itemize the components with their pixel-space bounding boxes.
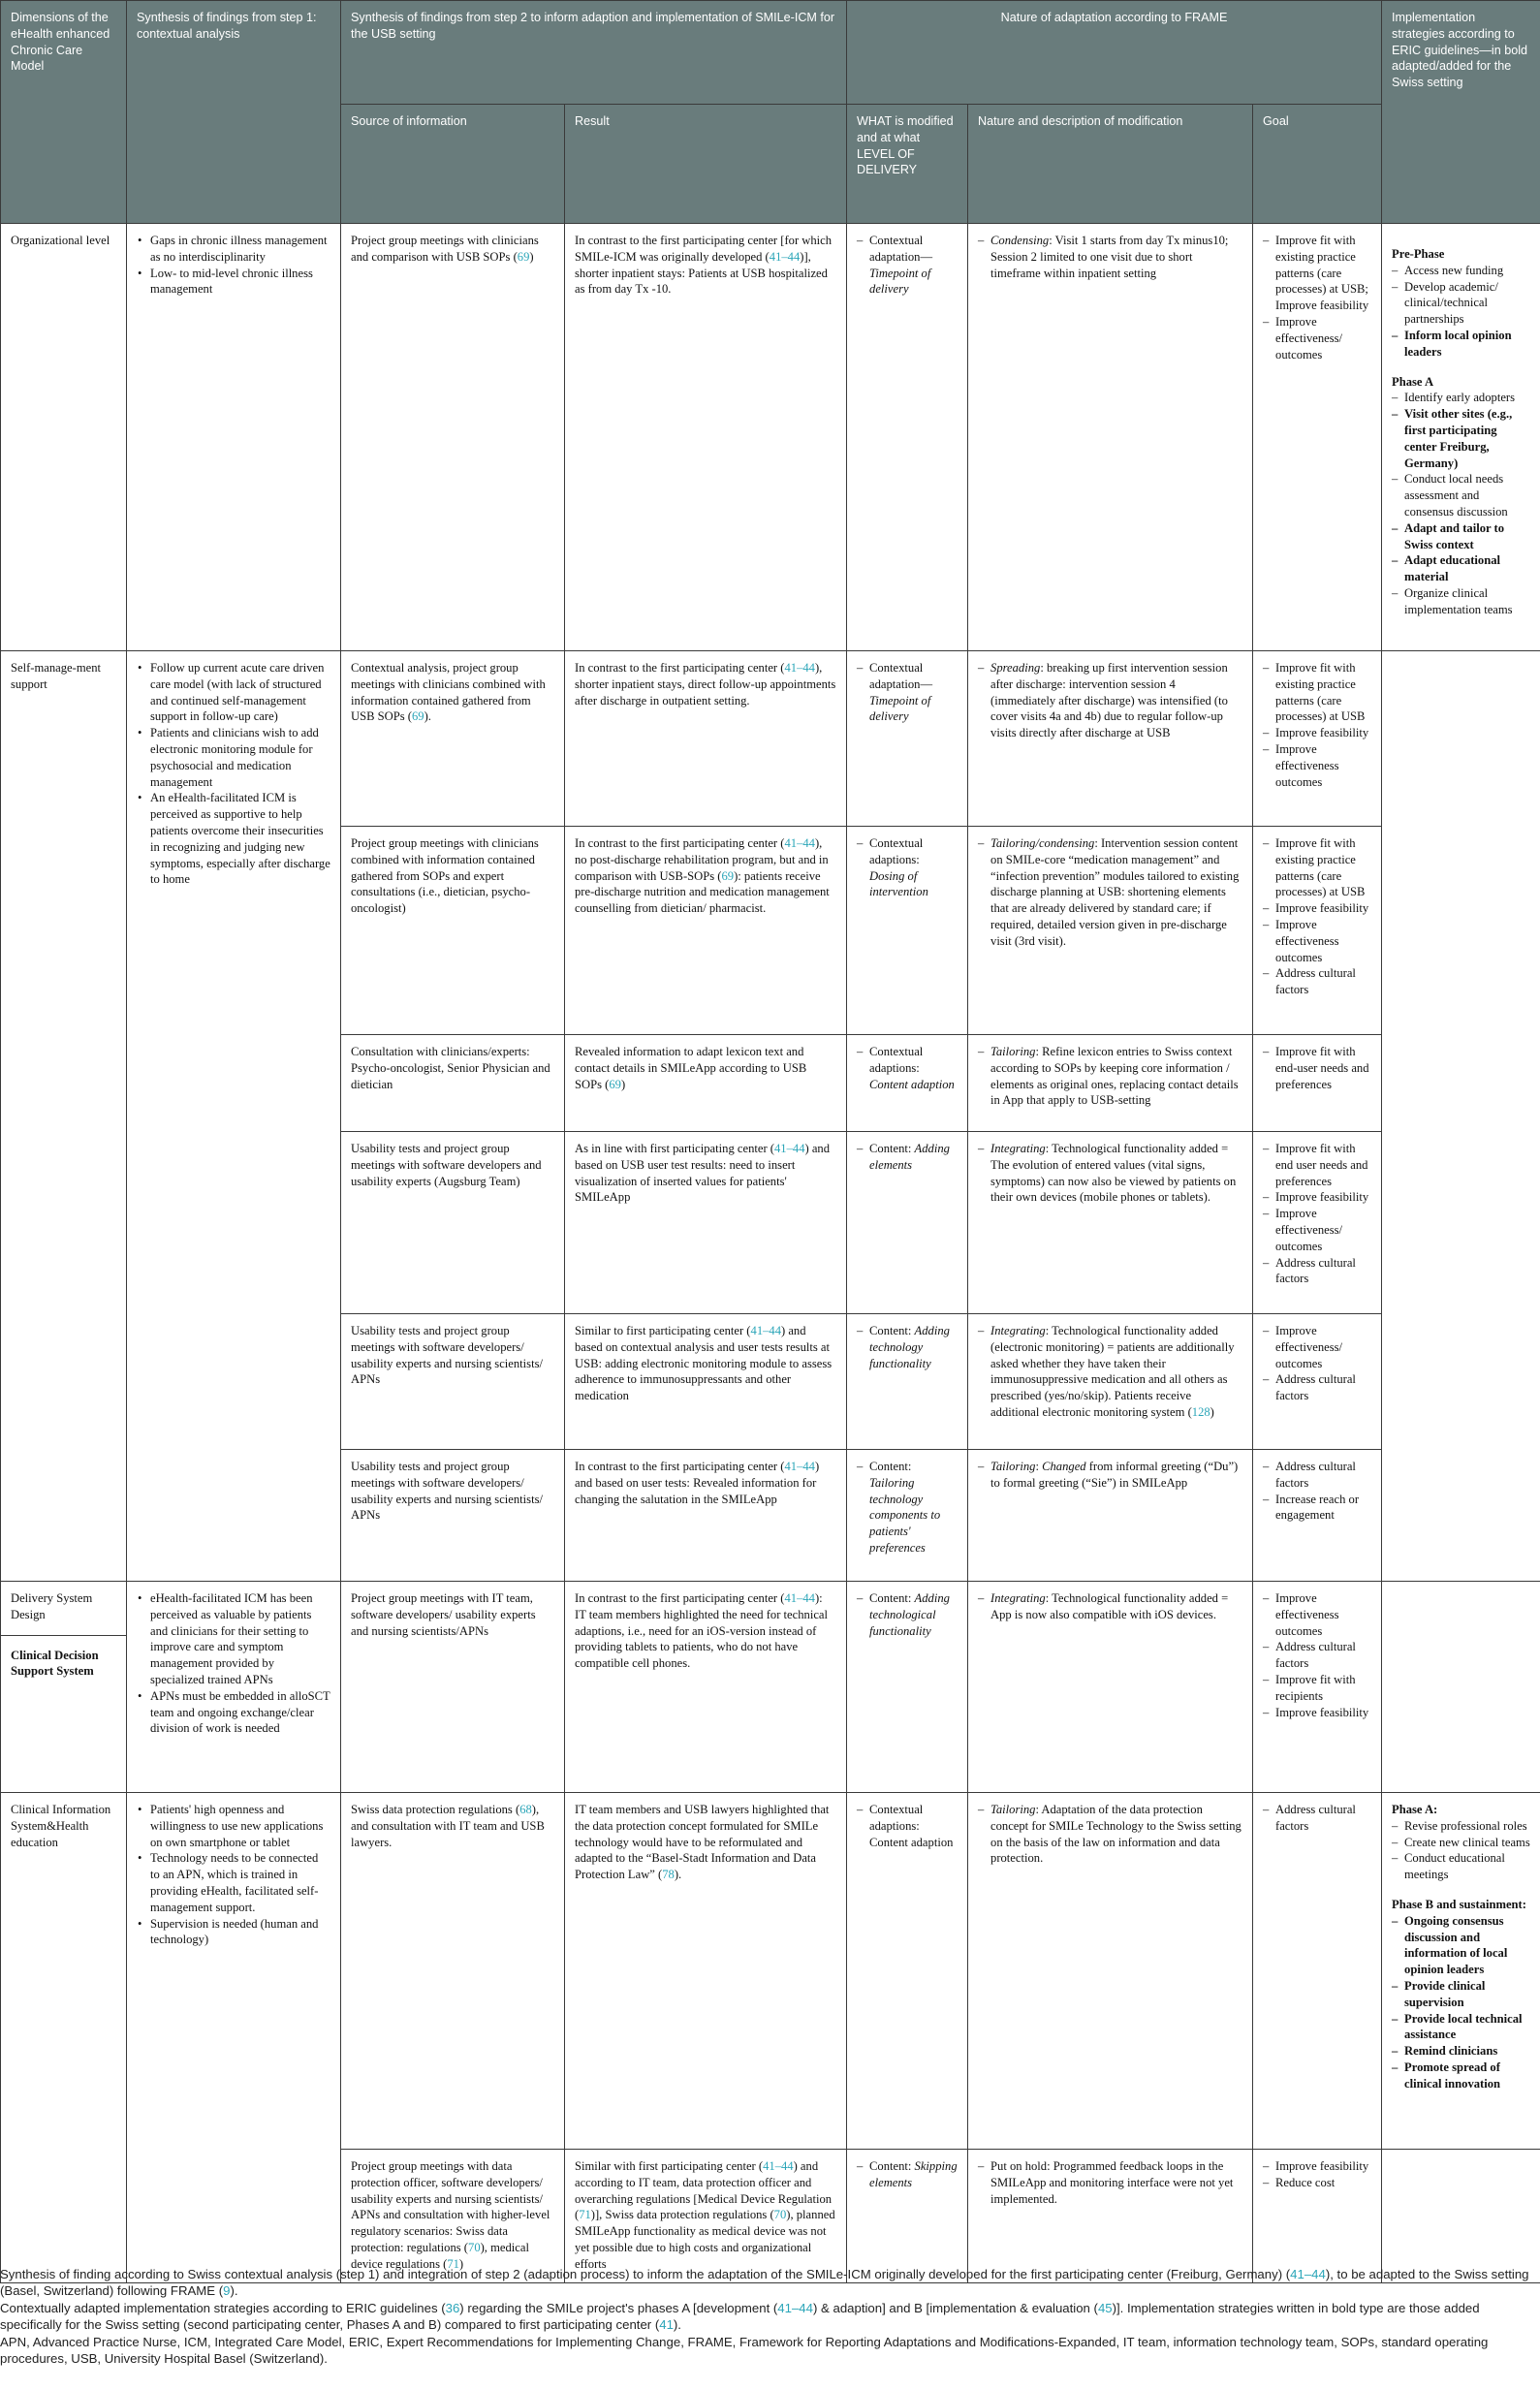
text: Dosing of intervention [869,868,928,899]
list-item: – Improve fit with end-user needs and preferences [1263,1044,1371,1092]
source-cell [341,2150,565,2283]
list-item: • Patients and clinicians wish to add electronic monitoring module for psychosocial and medication management [137,725,330,790]
text: Integrating [990,1324,1046,1337]
nature-cell [968,1035,1253,1132]
nature-cell [968,1132,1253,1314]
text: ), shorter inpatient stays, direct follow-up appointments after discharge in outpatient setting. [575,661,836,708]
text: IT team members and USB lawyers highlighted that the data protection concept formulated for SMILe technology would have to be reformulated and adapted to the “Basel-Stadt Information and Data Protection Law” ( [575,1803,830,1882]
text: Skipping elements [869,2159,958,2189]
list-item [978,835,1242,950]
footnote [0,2300,1540,2334]
text: ): IT team members highlighted the need for technical adaptions, i.e., need for an iOS-version instead of providing tablets to patients, who do not have compatible cell phones. [575,1591,828,1671]
list-item: – Improve fit with existing practice patterns (care processes) at USB [1263,660,1371,725]
text: Swiss data protection regulations ( [351,1803,520,1816]
reference-link[interactable]: 69 [412,709,424,724]
text: Synthesis of finding according to Swiss contextual analysis (step 1) and integration of step 2 (adaption process) to inform the adaptation of the SMILe-ICM originally developed for the first participating center (Freiburg, Germany) ( [0,2267,1291,2281]
list-item [978,1141,1242,1206]
list-item: • Supervision is needed (human and technology) [137,1916,330,1949]
text: As in line with first participating center ( [575,1142,774,1155]
table-header [1,1,1540,224]
text: Spreading [990,661,1041,675]
result-cell [565,651,847,827]
list-item [857,1323,958,1371]
result-cell [565,1450,847,1582]
text: Similar with first participating center ( [575,2159,764,2173]
what-cell [847,1132,968,1314]
phase-label: Phase A: [1392,1803,1438,1816]
text: ). [424,709,431,724]
list-item: – Improve feasibility [1263,1705,1371,1721]
text: from informal greeting (“Du”) to formal greeting (“Sie”) in SMILeApp [990,1460,1239,1490]
what-cell [847,1450,968,1582]
list-item: – Address cultural factors [1263,1639,1371,1672]
text: Contextual adaptation— [869,234,933,264]
result-cell [565,1132,847,1314]
text: Integrating [990,1142,1046,1155]
text: In contrast to the first participating center ( [575,1460,785,1473]
text: : Technological functionality added = App is now also compatible with iOS devices. [990,1591,1229,1621]
reference-link[interactable]: 128 [1191,1404,1210,1419]
text: Content adaption [869,1077,955,1091]
list-item [857,835,958,900]
phase-label: Phase B and sustainment: [1392,1897,1526,1911]
list-item: – Provide local technical assistance [1392,2011,1530,2044]
source-cell: Project group meetings with IT team, software developers/ usability experts and nursing scientists/APNs [341,1582,565,1793]
source-cell [341,1793,565,2150]
table-row [1,224,1540,651]
text: )], shorter inpatient stays: Patients at USB hospitalized as from day Tx -10. [575,249,828,297]
list-item [978,1044,1242,1109]
text: Adding technology functionality [869,1324,950,1370]
text: ) & adaption] and B [implementation & evaluation ( [812,2300,1098,2315]
reference-link[interactable]: 70 [773,2208,787,2222]
list-item: – Address cultural factors [1263,1371,1371,1404]
dimension-label: Clinical Decision Support System [1,1635,126,1681]
text: Tailoring/condensing [990,836,1095,850]
list-item [978,1802,1242,1867]
phase-label: Pre-Phase [1392,247,1445,261]
result-cell [565,1793,847,2150]
table-row [1,1793,1540,2150]
list-item [978,1590,1242,1623]
text: ) regarding the SMILe project's phases A [development ( [459,2300,778,2315]
reference-link[interactable]: 69 [517,249,530,264]
list-item: – Adapt and tailor to Swiss context [1392,520,1530,553]
text: Revealed information to adapt lexicon text and contact details in SMILeApp according to USB SOPs ( [575,1045,807,1091]
implementation-cell [1382,1793,1540,2150]
goal-cell [1253,1035,1382,1132]
text: : Technological functionality added (electronic monitoring) = patients are additionally asked whether they have taken their immunosuppressive medication and all others as prescribed (yes/no/skip). Patients receive additional electronic monitoring system ( [990,1324,1235,1419]
table-footnotes [0,2266,1540,2367]
list-item [857,233,958,298]
list-item [857,1141,958,1174]
text: Condensing [990,234,1050,247]
text: Tailoring technology components to patients' preferences [869,1475,941,1555]
list-item: – Increase reach or engagement [1263,1492,1371,1525]
list-item: – Improve fit with existing practice patterns (care processes) at USB; Improve feasibility [1263,233,1371,314]
what-cell [847,1035,968,1132]
implementation-cell [1382,224,1540,651]
header-what: WHAT is modified and at what LEVEL OF DELIVERY [847,105,968,224]
list-item: – Create new clinical teams [1392,1835,1530,1851]
synthesis-cell [127,1582,341,1793]
text: ) [620,1077,626,1091]
text: Timepoint of delivery [869,266,931,297]
list-item: – Promote spread of clinical innovation [1392,2060,1530,2092]
list-item: • Gaps in chronic illness management as no interdisciplinarity [137,233,330,266]
list-item: – Improve feasibility [1263,900,1371,917]
text: Adding technological functionality [869,1591,950,1638]
text: Similar to first participating center ( [575,1324,751,1337]
text: ) and based on user tests: Revealed information for changing the salutation in the SMILeApp [575,1460,820,1506]
header-source: Source of information [341,105,565,224]
list-item: – Organize clinical implementation teams [1392,585,1530,618]
synthesis-cell [127,1793,341,2283]
reference-link[interactable]: 41–44 [777,2300,813,2315]
list-item: – Improve effectiveness outcomes [1263,917,1371,965]
text: ) and based on contextual analysis and user tests results at USB: adding electronic monitoring module to assess adherence to immunosuppressants and other medication [575,1324,833,1403]
reference-link[interactable]: 41–44 [784,661,815,675]
nature-cell [968,1793,1253,2150]
reference-link[interactable]: 41–44 [769,249,801,264]
text: : Intervention session content on SMILe-core “medication management” and “infection prevention” modules tailored to existing discharge planning at USB: shortening elements that are already delivered by standard care; if required, detailed version given in pre-discharge visit (3rd visit). [990,836,1240,948]
implementation-cell [1382,2150,1540,2283]
source-cell: Usability tests and project group meetings with software developers/ usability experts and nursing scientists/ APNs [341,1314,565,1450]
goal-cell [1253,651,1382,827]
text: Integrating [990,1591,1046,1605]
list-item: – Address cultural factors [1263,1459,1371,1492]
text: Contextual adaptions: [869,1045,924,1075]
text: ) [529,249,534,264]
list-item [857,1044,958,1092]
list-item [978,1459,1242,1492]
result-cell [565,2150,847,2283]
nature-cell [968,2150,1253,2283]
header-step1: Synthesis of findings from step 1: contextual analysis [127,1,341,224]
list-item: – Improve effectiveness/ outcomes [1263,314,1371,362]
list-item [857,660,958,725]
list-item: – Provide clinical supervision [1392,1978,1530,2011]
list-item: – Address cultural factors [1263,965,1371,998]
dimension-cell: Self-manage-ment support [1,651,127,1582]
list-item: • APNs must be embedded in alloSCT team and ongoing exchange/clear division of work is needed [137,1688,330,1737]
reference-link[interactable]: 71 [447,2256,459,2271]
dimension-cell [1,1582,127,1793]
phase-label: Phase A [1392,374,1434,389]
list-item: – Identify early adopters [1392,390,1530,406]
result-cell [565,224,847,651]
nature-cell [968,651,1253,827]
source-cell [341,651,565,827]
synthesis-cell [127,651,341,1582]
what-cell [847,827,968,1035]
list-item: – Improve fit with existing practice patterns (care processes) at USB [1263,835,1371,900]
nature-cell [968,224,1253,651]
reference-link[interactable]: 36 [445,2300,460,2315]
list-item: – Adapt educational material [1392,552,1530,585]
text: Project group meetings with clinicians and comparison with USB SOPs ( [351,234,539,264]
list-item [978,660,1242,741]
header-frame: Nature of adaptation according to FRAME [847,1,1382,105]
list-item: – Revise professional roles [1392,1818,1530,1835]
reference-link[interactable]: 41–44 [784,1460,815,1473]
goal-cell [1253,827,1382,1035]
list-item: – Develop academic/ clinical/technical partnerships [1392,279,1530,328]
footnote-abbreviations: APN, Advanced Practice Nurse, ICM, Integrated Care Model, ERIC, Expert Recommendations for Implementing Change, FRAME, Framework for Reporting Adaptations and Modifications-Expanded, IT team, information technology team, SOPs, standard operating procedures, USB, University Hospital Basel (Switzerland). [0,2334,1489,2367]
synthesis-cell [127,224,341,651]
text: ), no post-discharge rehabilitation program, but and in comparison with USB-SOPs ( [575,836,829,883]
text: ), planned SMILeApp functionality as medical device was not yet possible due to high costs and organizational efforts [575,2208,835,2271]
reference-link[interactable]: 41–44 [784,836,815,850]
header-step2: Synthesis of findings from step 2 to inform adaption and implementation of SMILe-ICM for the USB setting [341,1,847,105]
list-item: – Address cultural factors [1263,1255,1371,1288]
text: : [1035,1460,1043,1473]
nature-cell [968,827,1253,1035]
dimension-label: Delivery System Design [11,1591,93,1621]
list-item: – Visit other sites (e.g., first participating center Freiburg, Germany) [1392,406,1530,471]
text: In contrast to the first participating center ( [575,1591,785,1605]
what-cell [847,651,968,827]
text: Contextual adaptation— [869,661,933,691]
text: )], Swiss data protection regulations ( [590,2208,774,2222]
text: : Technological functionality added = The evolution of entered values (vital signs, symptoms) can now also be viewed by patients on their own devices (mobile phones or tablets). [990,1142,1237,1205]
text: In contrast to the first participating center [for which SMILe-ICM was originally developed ( [575,234,833,264]
reference-link[interactable]: 71 [579,2208,591,2222]
text: Content: [869,1142,915,1155]
text: Project group meetings with data protection officer, software developers/ usability experts and nursing scientists/ APNs and consultation with higher-level regulatory scenarios: Swiss data protection: regulations ( [351,2159,550,2254]
implementation-cell [1382,1582,1540,1793]
list-item: – Improve effectiveness outcomes [1263,741,1371,790]
text: : breaking up first intervention session after discharge: intervention session 4 (immediately after discharge) was intensified (to cover visits 4a and 4b) due to regular follow-up visits directly after discharge at USB [990,661,1228,740]
text: Content: [869,1324,915,1337]
text: ) and based on USB user test results: need to insert visualization of inserted values for patients' SMILeApp [575,1142,831,1205]
header-nature: Nature and description of modification [968,105,1253,224]
source-cell: Usability tests and project group meetings with software developers and usability experts (Augsburg Team) [341,1132,565,1314]
list-item: • An eHealth-facilitated ICM is perceived as supportive to help patients overcome their insecurities in recognizing and judging new symptoms, especially after discharge to home [137,790,330,888]
goal-cell [1253,2150,1382,2283]
reference-link[interactable]: 9 [223,2283,231,2299]
list-item [978,233,1242,281]
header-dimensions: Dimensions of the eHealth enhanced Chronic Care Model [1,1,127,224]
result-cell [565,1035,847,1132]
what-cell [847,2150,968,2283]
text: ) and according to IT team, data protection officer and overarching regulations [Medical Device Regulation ( [575,2159,833,2222]
text: Tailoring [990,1460,1036,1473]
text: )]. Implementation strategies written in bold type are those added specifically for the Swiss setting (second participating center, Phases A and B) compared to first participating center ( [0,2300,1480,2333]
list-item: – Inform local opinion leaders [1392,328,1530,361]
list-item: • eHealth-facilitated ICM has been perceived as valuable by patients and clinicians for their setting to improve care and symptom management provided by specialized trained APNs [137,1590,330,1688]
text: ). [230,2283,238,2299]
list-item [857,2158,958,2191]
text: Tailoring [990,1803,1036,1816]
list-item: – Improve feasibility [1263,2158,1371,2175]
text: Changed [1042,1460,1086,1473]
goal-cell [1253,1450,1382,1582]
header-goal: Goal [1253,105,1382,224]
text: Contextual adaptions: [869,836,924,866]
reference-link[interactable]: 41–44 [784,1591,815,1605]
list-item: – Conduct educational meetings [1392,1850,1530,1883]
what-cell [847,1793,968,2150]
source-cell: Usability tests and project group meetings with software developers/ usability experts and nursing scientists/ APNs [341,1450,565,1582]
reference-link[interactable]: 69 [609,1077,621,1091]
list-item: – Ongoing consensus discussion and information of local opinion leaders [1392,1913,1530,1978]
result-cell [565,827,847,1035]
list-item: – Put on hold: Programmed feedback loops in the SMILeApp and monitoring interface were not yet implemented. [978,2158,1242,2207]
list-item: – Access new funding [1392,263,1530,279]
text: ) [1210,1404,1214,1419]
list-item: – Contextual adaptions: Content adaption [857,1802,958,1850]
goal-cell [1253,1582,1382,1793]
text: Timepoint of delivery [869,693,931,724]
list-item: • Patients' high openness and willingness to use new applications on own smartphone or tablet [137,1802,330,1850]
text: : Refine lexicon entries to Swiss context according to SOPs by keeping core information / elements as original ones, replacing contact details in App that apply to USB-setting [990,1045,1239,1108]
text: Adding elements [869,1142,950,1172]
list-item: – Improve fit with end user needs and preferences [1263,1141,1371,1189]
source-cell [341,224,565,651]
text: Tailoring [990,1045,1036,1058]
text: Content: [869,1460,912,1473]
text: Contextually adapted implementation strategies according to ERIC guidelines ( [0,2300,446,2315]
footnote [0,2266,1540,2300]
reference-link[interactable]: 41 [659,2317,674,2333]
text: In contrast to the first participating center ( [575,836,785,850]
list-item: – Reduce cost [1263,2175,1371,2191]
nature-cell [968,1314,1253,1450]
text: ). [674,1868,682,1882]
result-cell [565,1582,847,1793]
reference-link[interactable]: 78 [662,1868,675,1882]
goal-cell [1253,1314,1382,1450]
list-item: – Improve effectiveness/ outcomes [1263,1323,1371,1371]
source-cell: Consultation with clinicians/experts: Psycho-oncologist, Senior Physician and dietician [341,1035,565,1132]
text: ), to be adapted to the Swiss setting (Basel, Switzerland) following FRAME ( [0,2267,1529,2299]
table-row [1,651,1540,827]
list-item [857,1459,958,1557]
reference-link[interactable]: 69 [721,868,735,883]
goal-cell [1253,1132,1382,1314]
list-item: – Improve feasibility [1263,725,1371,741]
result-cell [565,1314,847,1450]
list-item [857,1590,958,1639]
dimension-cell: Clinical Information System&Health education [1,1793,127,2283]
what-cell [847,1582,968,1793]
text: : Visit 1 starts from day Tx minus10; Session 2 limited to one visit due to short timeframe within inpatient setting [990,234,1229,280]
reference-link[interactable]: 41–44 [763,2159,794,2173]
goal-cell [1253,224,1382,651]
text: Contextual analysis, project group meetings with clinicians combined with information contained gathered from USB SOPs ( [351,661,546,724]
list-item: – Improve effectiveness outcomes [1263,1590,1371,1639]
list-item: – Conduct local needs assessment and consensus discussion [1392,471,1530,519]
text: ), medical device regulations ( [351,2240,529,2271]
list-item: – Improve effectiveness/ outcomes [1263,1206,1371,1254]
text: ), and consultation with IT team and USB lawyers. [351,1803,545,1849]
text: ). [673,2317,681,2333]
header-result: Result [565,105,847,224]
list-item: – Address cultural factors [1263,1802,1371,1835]
implementation-cell [1382,651,1540,1582]
list-item: – Remind clinicians [1392,2043,1530,2060]
goal-cell [1253,1793,1382,2150]
reference-link[interactable]: 45 [1097,2300,1113,2315]
reference-link[interactable]: 41–44 [1290,2267,1326,2281]
header-eric: Implementation strategies according to ERIC guidelines—in bold adapted/added for the Swiss setting [1382,1,1540,224]
what-cell [847,224,968,651]
text: ) [458,2256,464,2271]
nature-cell [968,1450,1253,1582]
text: ): patients receive pre-discharge nutrition and medication management counselling from dietician/ pharmacist. [575,868,830,916]
list-item: – Improve fit with recipients [1263,1672,1371,1705]
list-item: – Improve feasibility [1263,1189,1371,1206]
table-row [1,1582,1540,1793]
reference-link[interactable]: 68 [519,1803,532,1816]
text: Content: [869,1591,915,1605]
text: Content: [869,2159,915,2173]
what-cell [847,1314,968,1450]
nature-cell [968,1582,1253,1793]
list-item: • Low- to mid-level chronic illness management [137,266,330,299]
reference-link[interactable]: 70 [468,2240,481,2254]
list-item: • Follow up current acute care driven care model (with lack of structured and continued self-management support in follow-up care) [137,660,330,725]
reference-link[interactable]: 41–44 [774,1142,805,1155]
list-item: • Technology needs to be connected to an APN, which is trained in providing eHealth, facilitated self-management support. [137,1850,330,1915]
dimension-cell: Organizational level [1,224,127,651]
text: In contrast to the first participating center ( [575,661,785,675]
source-cell: Project group meetings with clinicians combined with information contained gathered from SOPs and expert consultations (i.e., dietician, psycho-oncologist) [341,827,565,1035]
text: : Adaptation of the data protection concept for SMILe Technology to the Swiss setting on the basis of the law on information and data protection. [990,1803,1241,1866]
list-item [978,1323,1242,1421]
reference-link[interactable]: 41–44 [750,1324,781,1337]
